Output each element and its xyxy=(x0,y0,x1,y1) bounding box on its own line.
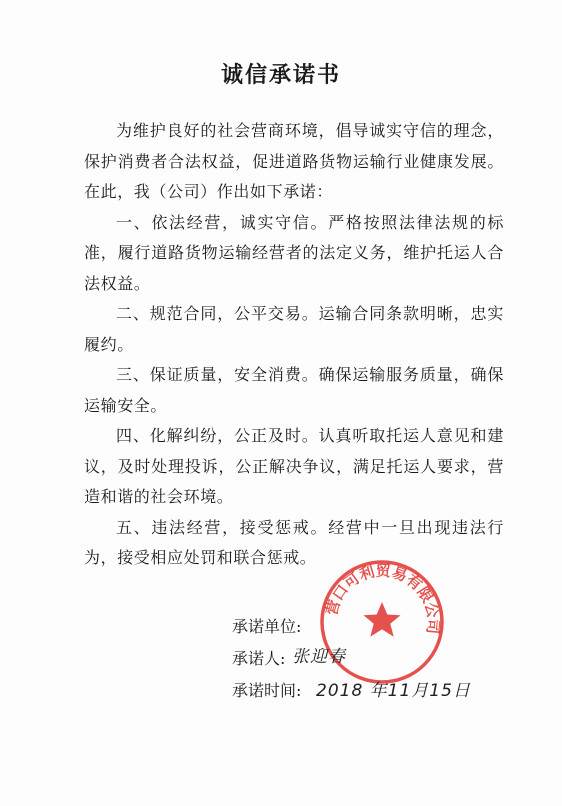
seal-text: 营口可利贸易有限公司 xyxy=(322,561,443,635)
signature-unit-row xyxy=(232,612,532,644)
paragraph-item-1: 一、依法经营，诚实守信。严格按照法律法规的标准，履行道路货物运输经营者的法定义务，维护托运人合法权益。 xyxy=(84,212,504,293)
date-label: 承诺时间: xyxy=(232,681,302,700)
date-value: 2018 年11月15日 xyxy=(316,681,471,701)
signature-block xyxy=(232,612,532,708)
person-label: 承诺人: xyxy=(232,649,286,668)
paragraph-item-2: 二、规范合同，公平交易。运输合同条款明晰，忠实履约。 xyxy=(84,304,504,354)
person-signature: 张迎春 xyxy=(292,647,346,667)
document-title: 诚信承诺书 xyxy=(220,63,341,88)
signature-person-row xyxy=(232,644,532,676)
document-body xyxy=(84,116,504,574)
signature-date-row xyxy=(232,676,532,708)
paragraph-item-5: 五、违法经营，接受惩戒。经营中一旦出现违法行为，接受相应处罚和联合惩戒。 xyxy=(84,517,504,567)
paragraph-intro: 为维护良好的社会营商环境，倡导诚实守信的理念，保护消费者合法权益，促进道路货物运输行业健康发展。在此，我（公司）作出如下承诺： xyxy=(84,121,504,201)
unit-label: 承诺单位: xyxy=(232,617,302,636)
paragraph-item-4: 四、化解纠纷，公正及时。认真听取托运人意见和建议，及时处理投诉，公正解决争议，满足托运人要求，营造和谐的社会环境。 xyxy=(84,426,504,506)
paragraph-item-3: 三、保证质量，安全消费。确保运输服务质量，确保运输安全。 xyxy=(84,365,504,415)
